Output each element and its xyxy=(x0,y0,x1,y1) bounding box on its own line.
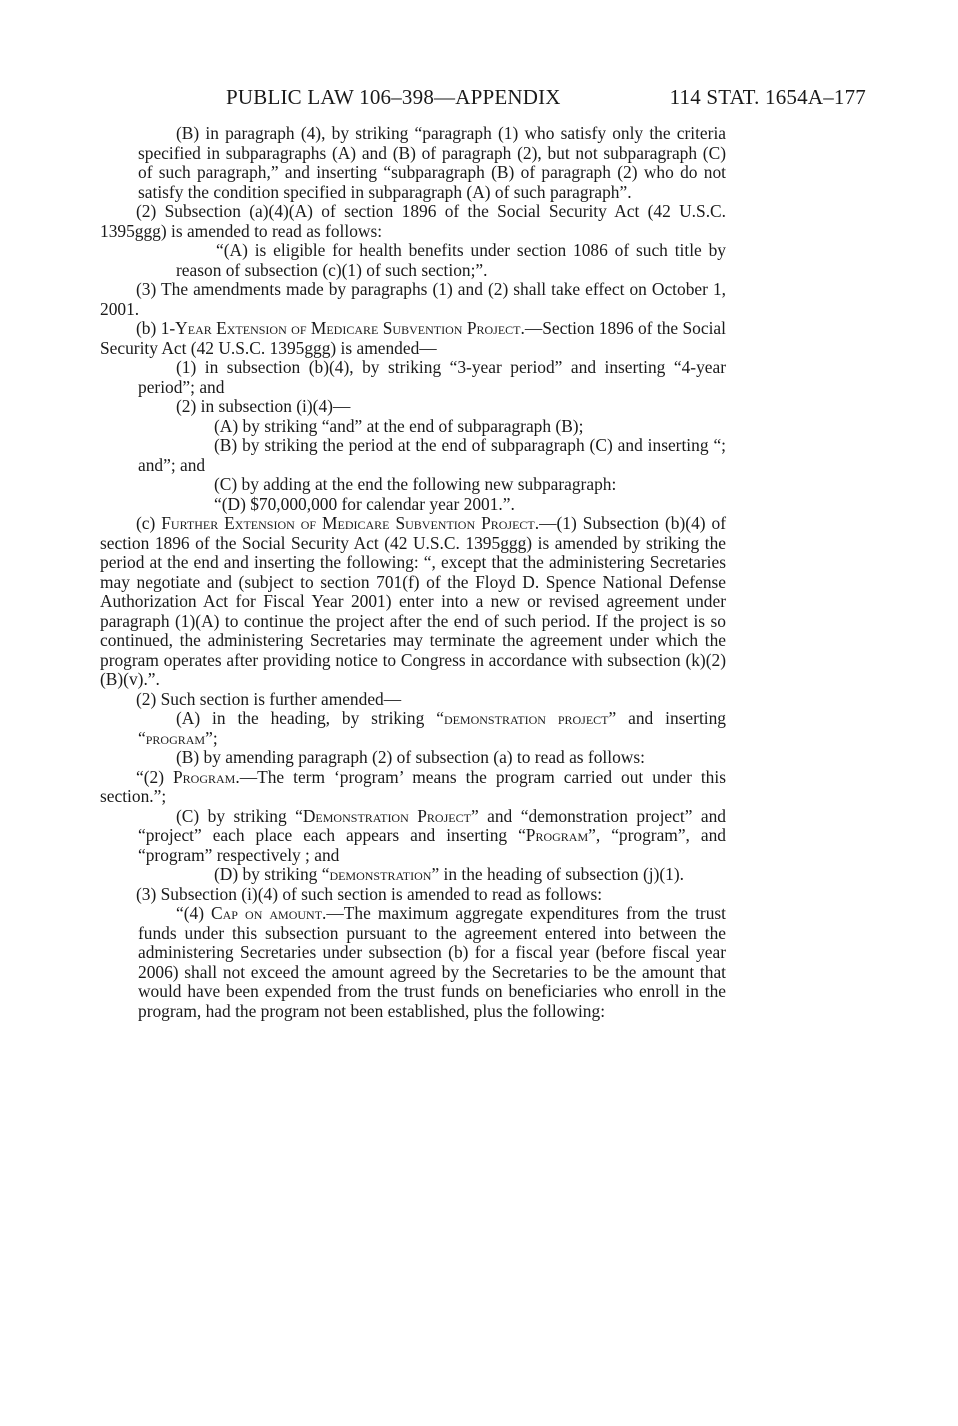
small-caps-run: demonstration project xyxy=(443,708,609,728)
text-run: —The maximum aggregate expenditures from the trust funds under this subsection pursuant to the agreement entered into between the administering Secretaries under subsection (b) for a fiscal year (before fiscal year 2006) shall not exceed the amount agreed by the Secretaries to be the amount that would have been expended from the trust funds on beneficiaries who enroll in the program, had the program not been established, plus the following: xyxy=(138,903,726,1021)
text-run: (D) by striking “ xyxy=(214,864,330,884)
subsection-prefix: (c) xyxy=(136,513,162,533)
paragraph: (2) in subsection (i)(4)— xyxy=(176,396,351,416)
text-run: ”; xyxy=(205,727,218,748)
text-run: (C) by striking “ xyxy=(176,805,303,826)
text-run: ” in the heading of subsection (j)(1). xyxy=(431,864,685,884)
subparagraph xyxy=(100,865,726,885)
subsection-heading: 1-Year Extension of Medicare Subvention Project. xyxy=(160,318,525,338)
text-run: ” and inserting “ xyxy=(138,708,726,748)
quoted-paragraph xyxy=(100,904,726,1021)
subsection-b xyxy=(100,319,726,358)
text-run: ” and “demonstration project” and “project” each place each appears and inserting “ xyxy=(138,805,727,845)
paragraph: (3) Subsection (i)(4) of such section is amended to read as follows: xyxy=(136,883,603,904)
paragraph: (B) in paragraph (4), by striking “paragraph (1) who satisfy only the criteria specified in subparagraphs (A) and (B) of paragraph (2), but not subparagraph (C) of such paragraph,” and inserting “subparagraph (B) of paragraph (2) who do not satisfy the condition specified in subparagraph (A) of such paragraph”. xyxy=(138,123,726,202)
subparagraph: (C) by adding at the end the following new subparagraph: xyxy=(214,474,617,494)
subsection-prefix: (b) xyxy=(136,318,161,338)
statute-citation: 114 STAT. 1654A–177 xyxy=(669,85,866,109)
paragraph: (2) Subsection (a)(4)(A) of section 1896 of the Social Security Act (42 U.S.C. 1395ggg) is amended to read as follows: xyxy=(100,201,726,241)
subsection-c xyxy=(100,514,726,690)
running-header xyxy=(226,84,866,110)
subparagraph: (B) by amending paragraph (2) of subsection (a) to read as follows: xyxy=(176,747,645,767)
subsection-text: —(1) Subsection (b)(4) of section 1896 of the Social Security Act (42 U.S.C. 1395ggg) is amended by striking the period at the end and inserting the following: “, except that the administering Secretaries may negotiate and (subject to section 701(f) of the Floyd D. Spence National Defense Authorization Act for Fiscal Year 2001) enter into a new or revised agreement under paragraph (1)(A) to continue the project after the end of such period. If the project is so continued, the administering Secretaries may terminate the agreement under which the program operates after providing notice to Congress in accordance with subsection (k)(2)(B)(v).”. xyxy=(100,513,727,689)
quoted-paragraph xyxy=(100,768,726,807)
law-title: PUBLIC LAW 106–398—APPENDIX xyxy=(226,85,561,109)
text-run: —The term ‘program’ means the program carried out under this section.”; xyxy=(100,766,726,806)
small-caps-run: Demonstration Project xyxy=(302,805,471,826)
paragraph-heading: Program. xyxy=(173,766,240,787)
subparagraph xyxy=(100,807,726,866)
subsection-heading: Further Extension of Medicare Subvention Project. xyxy=(161,513,540,533)
subparagraph: (A) by striking “and” at the end of subparagraph (B); xyxy=(214,415,584,436)
small-caps-run: program xyxy=(145,727,206,748)
paragraph-heading: Cap on amount. xyxy=(211,903,327,923)
quoted-paragraph: “(A) is eligible for health benefits under section 1086 of such title by reason of subsection (c)(1) of such section;”. xyxy=(176,240,726,280)
small-caps-run: Program xyxy=(525,825,589,845)
subparagraph: (B) by striking the period at the end of subparagraph (C) and inserting “; and”; and xyxy=(138,435,726,475)
text-run: (A) in the heading, by striking “ xyxy=(176,708,444,728)
paragraph: (3) The amendments made by paragraphs (1) and (2) shall take effect on October 1, 2001. xyxy=(100,279,726,319)
paragraph: (1) in subsection (b)(4), by striking “3-year period” and inserting “4-year period”; and xyxy=(138,357,726,397)
text-run: “(4) xyxy=(176,903,212,923)
text-run: ”, “program”, and “program” respectively ; and xyxy=(138,825,726,865)
subsection-text: —Section 1896 of the Social Security Act (42 U.S.C. 1395ggg) is amended— xyxy=(100,318,726,358)
quoted-subparagraph: “(D) $70,000,000 for calendar year 2001.”. xyxy=(214,493,515,514)
subparagraph xyxy=(100,709,726,748)
paragraph: (2) Such section is further amended— xyxy=(136,688,402,709)
text-run: “(2) xyxy=(136,766,173,787)
document-body xyxy=(100,124,726,1021)
small-caps-run: demonstration xyxy=(329,864,432,884)
